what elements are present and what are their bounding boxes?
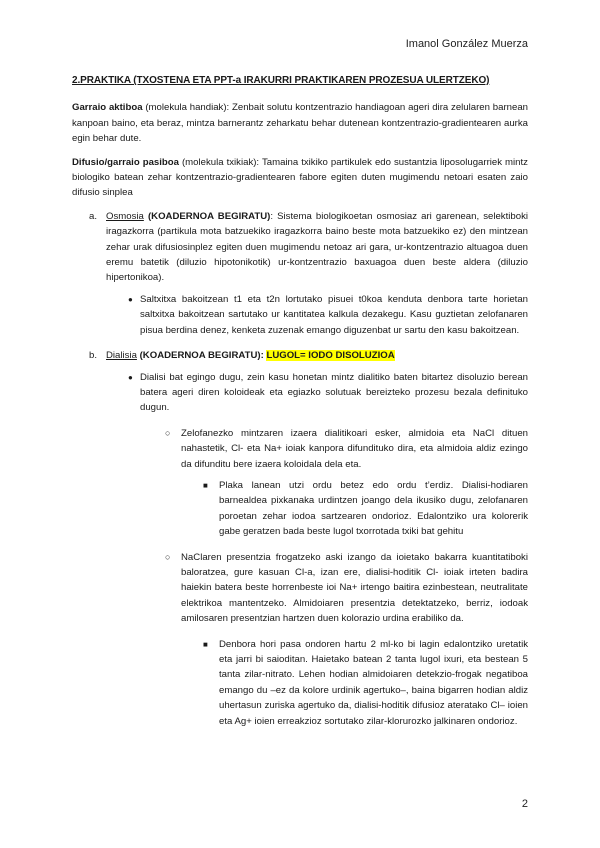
text-passive-transport: (molekula txikiak): Tamaina txikiko partikulek edo sustantzia liposolugarriek mintz biologiko batean zehar kontzentrazio-gradientearen fabore egiten duten mugimendu netoari esaten zaio difusio sinplea: [72, 156, 528, 199]
term-active-transport: Garraio aktiboa: [72, 102, 143, 114]
text-active-transport: (molekula handiak): Zenbait solutu kontzentrazio handiagoan ageri dira zelularen barnean kanpoan baino, eta beraz, mintza barnerantz zeharkatu behar dutenean kontzentrazio-gradientearen aurka egin behar dute.: [72, 102, 528, 145]
list-item-dialisia: [89, 348, 528, 363]
bullet-item-osmosia: [128, 292, 528, 338]
author-name: Imanol González Muerza: [405, 38, 528, 50]
square-bullet-icon: ■: [203, 639, 208, 649]
page-title: 2.PRAKTIKA (TXOSTENA ETA PPT-a IRAKURRI PRAKTIKAREN PROZESUA ULERTZEKO): [72, 75, 490, 86]
dialisia-note: (KOADERNOA BEGIRATU):: [136, 350, 267, 362]
osmosia-note: (KOADERNOA BEGIRATU): [143, 210, 271, 222]
bullet-dot-icon: ●: [128, 372, 133, 382]
intro-paragraph-passive-transport: [72, 155, 528, 201]
bullet-dot-icon: ●: [128, 294, 133, 304]
bullet-text: Dialisi bat egingo dugu, zein kasu honetan mintz dialitiko baten bitartez disoluzio berean batera ageri diren koloideak eta egiazko solutuak bereizteko prozesu bezala definituko dugun.: [140, 371, 528, 414]
hollow-circle-icon: ○: [165, 427, 171, 438]
square-bullet-icon: ■: [203, 480, 208, 490]
bullet-text: Saltxitxa bakoitzean t1 eta t2n lortutako pisuei t0koa kenduta denbora tarte horietan saltxitxa bakoitzean sartutako ur kantitatea kalkula dezakegu. Kasu guztietan zelofanaren pisua berdina denez, kenketa zuzenak emango diguzenbat ur sartu den kasu bakoitzean.: [140, 293, 528, 336]
list-item-osmosia: [89, 209, 528, 286]
bullet-item-dialisia: [128, 370, 528, 416]
subitem-nacl: [165, 550, 528, 627]
highlighted-lugol-note: LUGOL= IODO DISOLUZIOA: [266, 350, 395, 362]
square-item-text: Denbora hori pasa ondoren hartu 2 ml-ko bi lagin edalontziko uretatik eta jarri bi saioditan. Haietako batean 2 tanta lugol ixuri, eta bestean 5 tanta zilar-nitrato. Lehen hodian almidoiaren detekzio-frogak negatiboa emango du –ez da kolore urdinik agertuko–, baina bigarren hodian aldiz uhertasun zuriska agertuko da, dialisi-hoditik difusioz ateratako Cl– ioien eta Ag+ ioien erreakzioz sortutako zilar-klorurozko jalkinaren ondorioz.: [219, 638, 528, 727]
hollow-circle-icon: ○: [165, 551, 171, 562]
list-marker-b: b.: [89, 350, 98, 362]
osmosia-text: : Sistema biologikoetan osmosiaz ari garenean, selektiboki iragazkorra (partikula mota batzuekiko iragazkorra baino beste mota batzuekiko ez) den mintzean zehar urak difusiosinplez egiten duen mugimendu netoaz ari gara, ur-kontzentrazio altuagoa duen eremu batetik (diluzio hipotonikotik) ur-kontzentrazio baxuagoa duen beste aldera (diluzio hipertonikoa).: [106, 210, 528, 284]
intro-paragraph-active-transport: [72, 100, 528, 146]
square-item-plaka: [203, 478, 528, 540]
document-body: [72, 73, 528, 729]
term-passive-transport: Difusio/garraio pasiboa: [72, 156, 179, 168]
subitem-text: Zelofanezko mintzaren izaera dialitikoari esker, almidoia eta NaCl dituen nahastetik, Cl- eta Na+ ioiak kanpora difundituko dira, eta almidoia aldiz ezingo da difunditu bere izaera koloidala dela eta.: [181, 427, 528, 470]
subitem-text: NaClaren presentzia frogatzeko aski izango da ioietako bakarra kuantitatiboki baloratzea, gure kasuan Cl-a, izan ere, dialisi-hoditik Cl- ioiak irteten badira haiekin batera beste horrenbeste ioi Na+ irtengo baitira ezinbestean, neutralitate elektrikoa mantentzeko. Almidoiaren presentzia detektatzeko, berriz, iodoak amilosaren presentzian hartzen duen kolorazio urdina erabiliko da.: [181, 551, 528, 625]
square-item-text: Plaka lanean utzi ordu betez edo ordu t’erdiz. Dialisi-hodiaren barnealdea pixkanaka urdintzen joango dela ikusiko dugu, zelofanaren poroetan zehar iodoa sartzearen ondorioz. Edalontziko ura kolorerik gabe geratzen bada beste lugol txorrotada txiki bat gehitu: [219, 479, 528, 538]
page-number: 2: [521, 798, 528, 810]
list-marker-a: a.: [89, 210, 98, 222]
term-dialisia: Dialisia: [106, 350, 137, 362]
subitem-zelofana: [165, 426, 528, 472]
square-item-denbora: [203, 637, 528, 729]
term-osmosia: Osmosia: [106, 210, 144, 222]
